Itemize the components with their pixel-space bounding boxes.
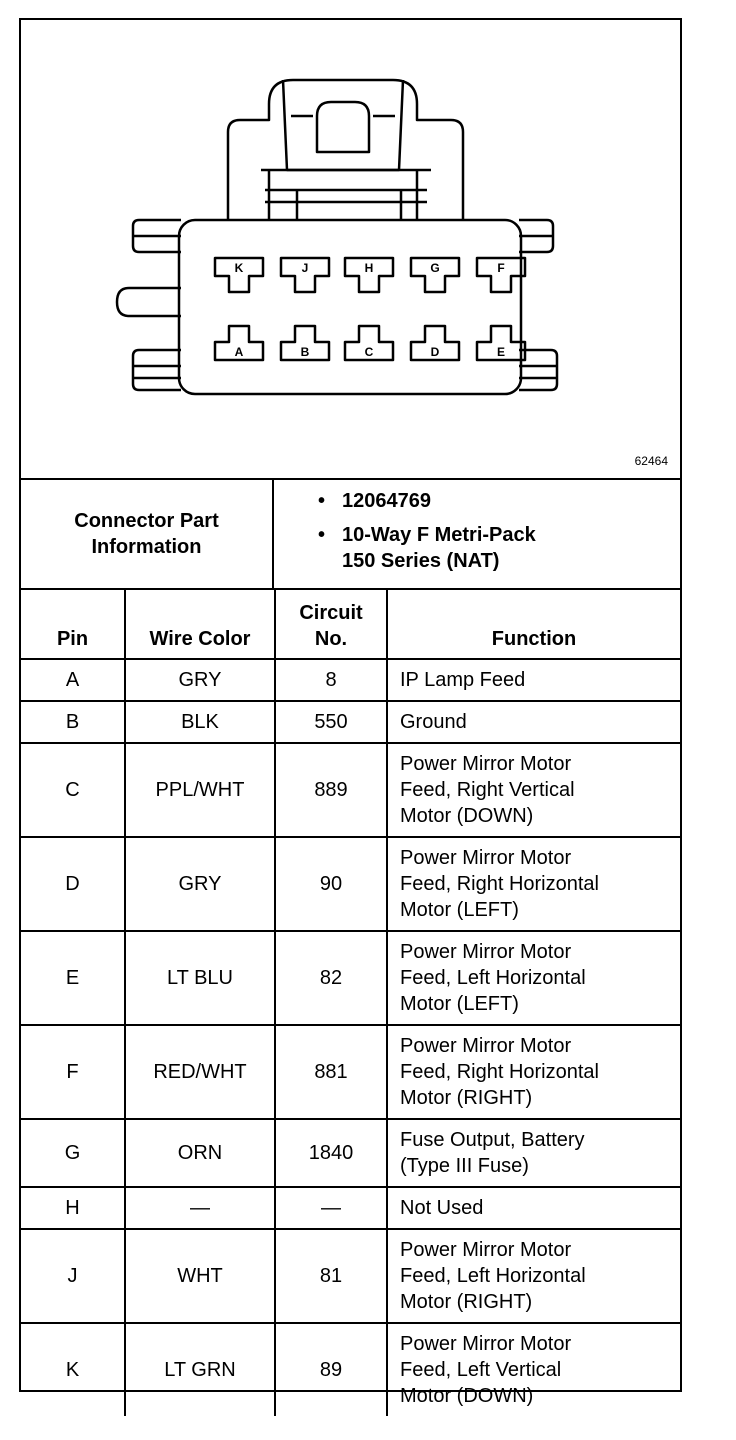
connector-type: 10-Way F Metri-Pack 150 Series (NAT) (342, 524, 536, 572)
function-cell: IP Lamp Feed (387, 659, 680, 701)
function-cell: Power Mirror Motor Feed, Left Horizontal Motor (RIGHT) (387, 1229, 680, 1323)
terminal-cavity-e (477, 326, 525, 360)
pinout-header-row (21, 590, 680, 659)
function-cell: Power Mirror Motor Feed, Right Vertical Motor (DOWN) (387, 743, 680, 837)
terminal-cavity-c (345, 326, 393, 360)
pin-cell: G (21, 1119, 125, 1187)
terminal-cavity-b (281, 326, 329, 360)
connector-info-values (276, 488, 676, 582)
function-cell: Fuse Output, Battery (Type III Fuse) (387, 1119, 680, 1187)
part-number-item (276, 488, 676, 514)
terminal-label: F (497, 261, 505, 275)
circuit-number-cell: 889 (275, 743, 387, 837)
circuit-number-cell: 550 (275, 701, 387, 743)
wire-color-cell: PPL/WHT (125, 743, 275, 837)
table-row (21, 1229, 680, 1323)
terminal-cavity-d (411, 326, 459, 360)
connector-diagram (21, 20, 680, 480)
pinout-table (21, 590, 680, 1416)
pin-cell: E (21, 931, 125, 1025)
circuit-number-cell: 1840 (275, 1119, 387, 1187)
terminal-cavity-a (215, 326, 263, 360)
table-row (21, 1119, 680, 1187)
wire-color-cell: GRY (125, 837, 275, 931)
circuit-number-cell: 81 (275, 1229, 387, 1323)
wire-color-cell: GRY (125, 659, 275, 701)
connector-type-item (276, 522, 676, 574)
part-number: 12064769 (342, 490, 431, 512)
function-cell: Power Mirror Motor Feed, Left Vertical Motor (DOWN) (387, 1323, 680, 1416)
circuit-number-cell: 881 (275, 1025, 387, 1119)
table-row (21, 931, 680, 1025)
terminal-label: J (301, 261, 309, 275)
table-row (21, 1187, 680, 1229)
pin-cell: K (21, 1323, 125, 1416)
pin-cell: H (21, 1187, 125, 1229)
wire-color-cell: LT GRN (125, 1323, 275, 1416)
terminal-label: G (430, 261, 440, 275)
terminal-label: D (430, 345, 440, 359)
pin-cell: J (21, 1229, 125, 1323)
terminal-cavity-h (345, 258, 393, 292)
function-cell: Not Used (387, 1187, 680, 1229)
connector-part-information (21, 480, 680, 590)
terminal-cavity-g (411, 258, 459, 292)
connector-sheet (19, 18, 682, 1407)
function-cell: Power Mirror Motor Feed, Right Horizontal Motor (LEFT) (387, 837, 680, 931)
circuit-number-cell: 82 (275, 931, 387, 1025)
wire-color-cell: BLK (125, 701, 275, 743)
terminal-label: E (496, 345, 506, 359)
terminal-cavity-j (281, 258, 329, 292)
circuit-number-cell: — (275, 1187, 387, 1229)
header-circuit-no: Circuit No. (275, 590, 387, 659)
table-row (21, 659, 680, 701)
bullet-icon: • (318, 524, 326, 546)
table-row (21, 837, 680, 931)
figure-number: 62464 (634, 454, 668, 468)
terminal-label: B (300, 345, 310, 359)
terminal-label: A (234, 345, 244, 359)
circuit-number-cell: 8 (275, 659, 387, 701)
pinout-rows (21, 659, 680, 1416)
function-cell: Power Mirror Motor Feed, Left Horizontal Motor (LEFT) (387, 931, 680, 1025)
connector-outline (117, 80, 557, 394)
table-row (21, 701, 680, 743)
pin-cell: F (21, 1025, 125, 1119)
circuit-number-cell: 89 (275, 1323, 387, 1416)
wire-color-cell: ORN (125, 1119, 275, 1187)
function-cell: Power Mirror Motor Feed, Right Horizontal Motor (RIGHT) (387, 1025, 680, 1119)
terminal-label: H (364, 261, 374, 275)
terminal-label: C (364, 345, 374, 359)
wire-color-cell: RED/WHT (125, 1025, 275, 1119)
terminal-cavity-k (215, 258, 263, 292)
bullet-icon: • (318, 490, 326, 512)
pin-cell: A (21, 659, 125, 701)
terminal-cavity-f (477, 258, 525, 292)
wire-color-cell: LT BLU (125, 931, 275, 1025)
circuit-number-cell: 90 (275, 837, 387, 931)
header-function: Function (387, 590, 680, 659)
terminal-cavities (215, 258, 525, 360)
connector-info-label: Connector Part Information (21, 480, 274, 588)
terminal-label: K (234, 261, 244, 275)
pin-cell: C (21, 743, 125, 837)
connector-drawing (21, 20, 680, 478)
pin-cell: B (21, 701, 125, 743)
header-wire-color: Wire Color (125, 590, 275, 659)
pin-cell: D (21, 837, 125, 931)
table-row (21, 743, 680, 837)
wire-color-cell: — (125, 1187, 275, 1229)
wire-color-cell: WHT (125, 1229, 275, 1323)
table-row (21, 1025, 680, 1119)
table-row (21, 1323, 680, 1416)
function-cell: Ground (387, 701, 680, 743)
header-pin: Pin (21, 590, 125, 659)
